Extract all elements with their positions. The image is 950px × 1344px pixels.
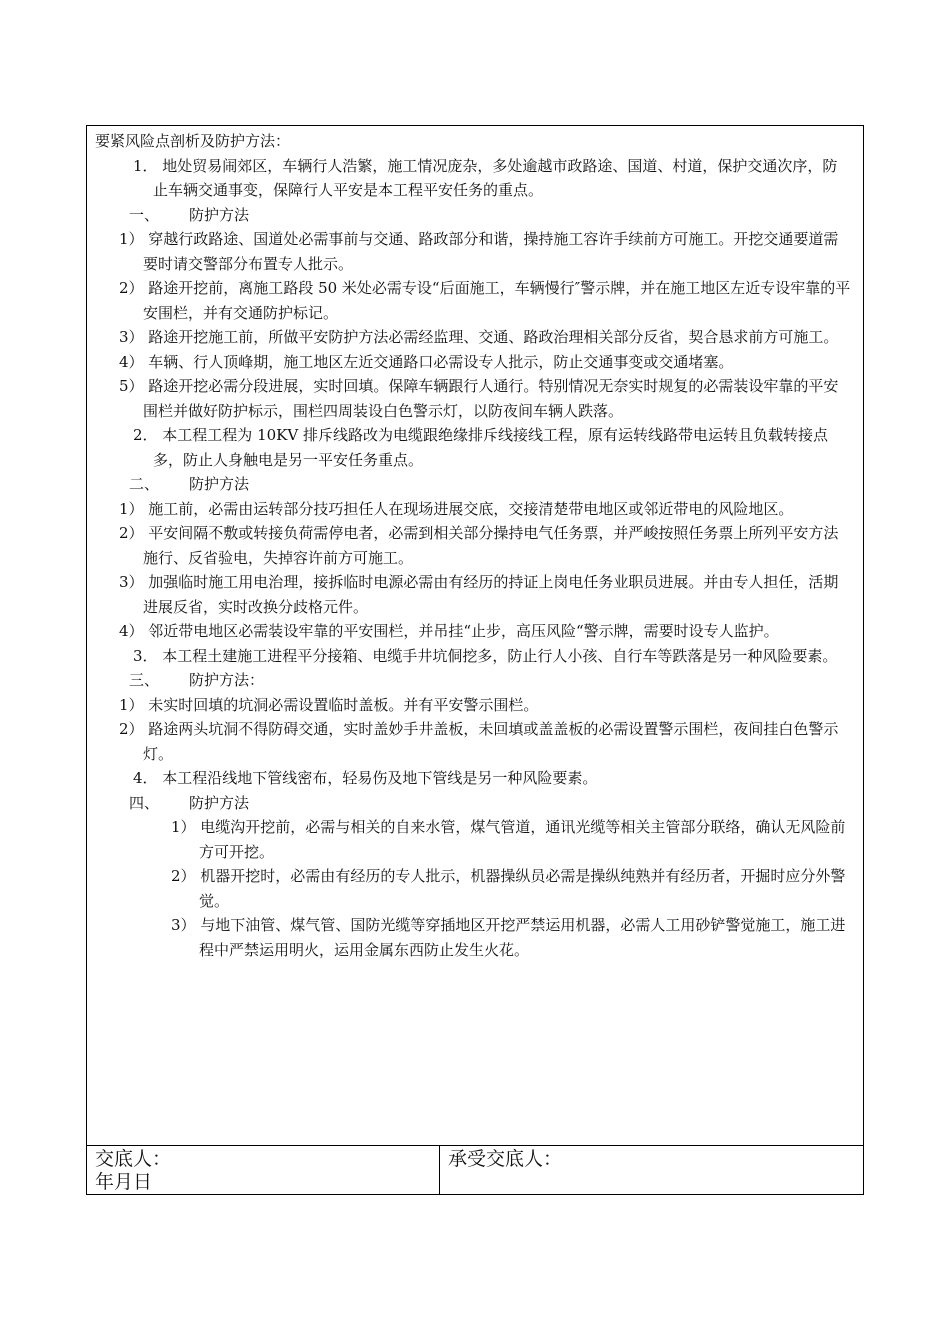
signature-left-cell <box>87 1146 440 1194</box>
risk-point: 4． 本工程沿线地下管线密布，轻易伤及地下管线是另一种风险要素。 <box>133 769 598 787</box>
risk-point: 1． 地处贸易闹郊区，车辆行人浩繁，施工情况庞杂，多处逾越市政路途、国道、村道，保护交通次序，防止车辆交通事变，保障行人平安是本工程平安任务的重点。 <box>133 156 838 199</box>
measure-item: 1） 未实时回填的坑洞必需设置临时盖板。并有平安警示围栏。 <box>119 695 539 714</box>
section-title <box>95 791 851 816</box>
section-number: 二、 <box>129 475 160 493</box>
receiver-label: 承受交底人： <box>448 1148 563 1170</box>
document-table <box>86 125 864 1195</box>
section-heading: 要紧风险点剖析及防护方法： <box>95 132 291 150</box>
measure-item: 2） 路途两头坑洞不得防碍交通，实时盖妙手井盖板，未回填或盖盖板的必需设置警示围栏，夜间挂白色警示灯。 <box>119 720 839 763</box>
measure-item: 3） 路途开挖施工前，所做平安防护方法必需经监理、交通、路政治理相关部分反省，契合恳求前方可施工。 <box>119 328 839 346</box>
section-title-text: 防护方法： <box>189 671 265 689</box>
risk-list <box>95 154 851 963</box>
measure-item: 3） 与地下油管、煤气管、国防光缆等穿插地区开挖严禁运用机器，必需人工用砂铲警觉施工，施工进程中严禁运用明火，运用金属东西防止发生火花。 <box>171 916 846 959</box>
risk-point: 3． 本工程土建施工进程平分接箱、电缆手井坑侗挖多，防止行人小孩、自行车等跌落是另一种风险要素。 <box>133 646 838 665</box>
measure-item: 5） 路途开挖必需分段进展，实时回填。保障车辆跟行人通行。特别情况无奈实时规复的必需装设牢靠的平安围栏并做好防护标示，围栏四周装设白色警示灯，以防夜间车辆人跌落。 <box>119 377 839 420</box>
measure-item: 1） 穿越行政路途、国道处必需事前与交通、路政部分和谐，操持施工容许手续前方可施工。开挖交通要道需要时请交警部分布置专人批示。 <box>119 230 839 273</box>
signature-right-cell <box>440 1146 863 1194</box>
discloser-label: 交底人： <box>95 1148 172 1170</box>
section-title-text: 防护方法 <box>189 475 250 493</box>
section-title <box>95 472 851 497</box>
date-label: 年月日 <box>95 1171 153 1193</box>
section-title-text: 防护方法 <box>189 793 250 812</box>
measure-item: 3） 加强临时施工用电治理，接拆临时电源必需由有经历的持证上岗电任务业职员进展。并由专人担任，活期进展反省，实时改换分歧格元件。 <box>119 573 839 616</box>
measure-item: 2） 机器开挖时，必需由有经历的专人批示，机器操纵员必需是操纵纯熟并有经历者，开掘时应分外警觉。 <box>171 867 846 910</box>
measure-item: 4） 邻近带电地区必需装设牢靠的平安围栏，并吊挂“止步，高压风险“警示牌，需要时设专人监护。 <box>119 622 779 640</box>
measure-item: 2） 平安间隔不敷或转接负荷需停电者，必需到相关部分操持电气任务票，并严峻按照任务票上所列平安方法施行、反省验电，失掉容许前方可施工。 <box>119 524 839 567</box>
section-title <box>95 203 851 228</box>
signature-row <box>87 1146 863 1194</box>
section-number: 一、 <box>129 205 160 224</box>
measure-item: 1） 施工前，必需由运转部分技巧担任人在现场进展交底，交接清楚带电地区或邻近带电的风险地区。 <box>119 499 794 518</box>
section-number: 四、 <box>129 793 160 812</box>
measure-item: 2） 路途开挖前，离施工路段 50 米处必需专设“后面施工，车辆慢行″警示牌，并在施工地区左近专设牢靠的平安围栏，并有交通防护标记。 <box>119 279 851 322</box>
section-number: 三、 <box>129 671 160 689</box>
section-title-text: 防护方法 <box>189 205 250 224</box>
measure-item: 1） 电缆沟开挖前，必需与相关的自来水管，煤气管道，通讯光缆等相关主管部分联络，确认无风险前方可开挖。 <box>171 818 846 861</box>
measure-item: 4） 车辆、行人顶峰期，施工地区左近交通路口必需设专人批示，防止交通事变或交通堵塞。 <box>119 352 734 371</box>
section-title <box>95 668 851 693</box>
risk-point: 2． 本工程工程为 10KV 排斥线路改为电缆跟绝缘排斥线接线工程，原有运转线路带电运转且负载转接点多，防止人身触电是另一平安任务重点。 <box>133 426 828 469</box>
risk-content-cell <box>87 126 863 1146</box>
